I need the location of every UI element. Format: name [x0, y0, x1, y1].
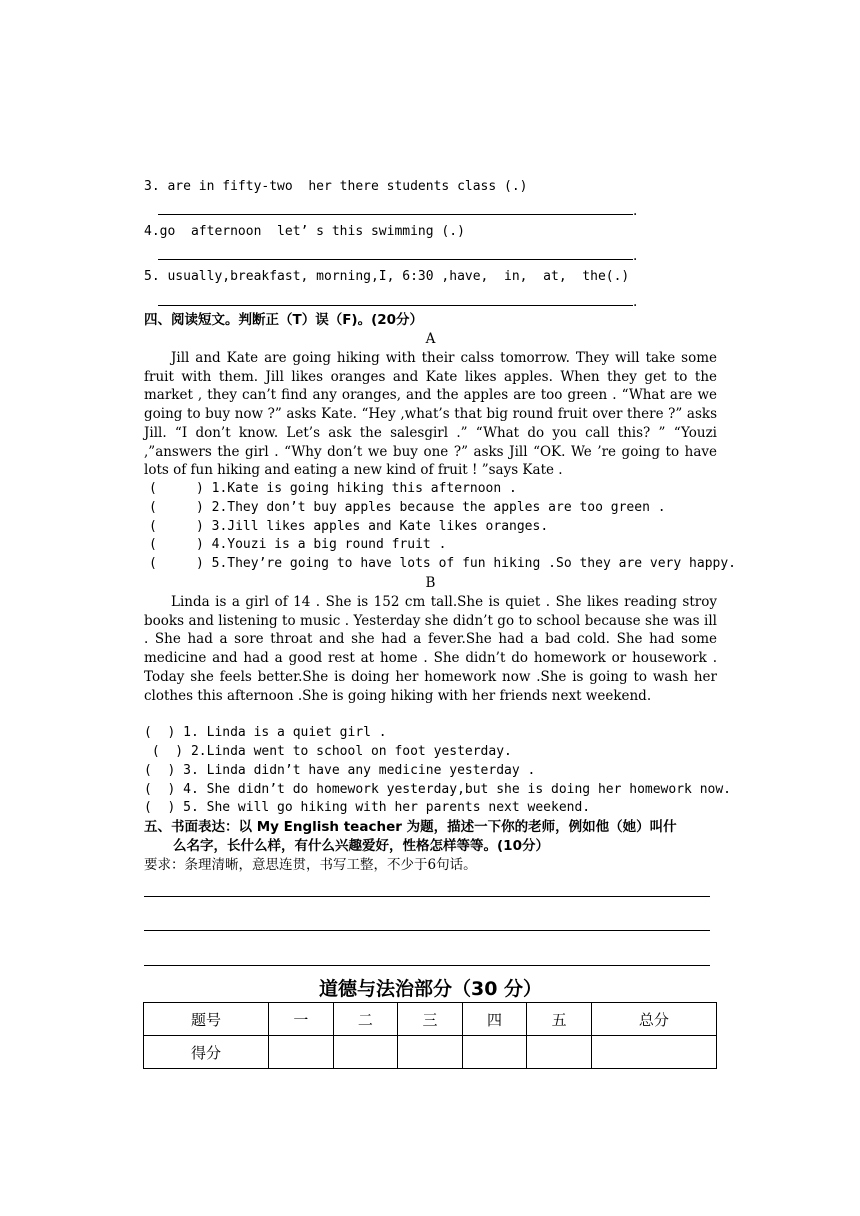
writing-line-3[interactable]	[144, 965, 710, 966]
table-row-label: 得分	[144, 1036, 269, 1069]
passage-b-text: Linda is a girl of 14 . She is 152 cm tall.She is quiet . She likes reading stroy books and listening to music . Yesterday she didn’t go to school because she was ill . She had a sore throat and she had a fever.She had a bad cold. She had some medicine and had a good rest at home . She didn’t do homework or housework . Today she feels better.She is doing her homework now .She is going to wash her clothes this afternoon .She is going hiking with her friends next weekend.	[144, 594, 717, 704]
question-b-3: ( ) 3. Linda didn’t have any medicine yesterday .	[144, 763, 536, 778]
passage-a-label: A	[425, 331, 436, 347]
passage-a	[144, 349, 717, 480]
question-5: 5. usually,breakfast, morning,I, 6:30 ,have, in, at, the(.)	[144, 269, 630, 284]
question-a-5: ( ) 5.They’re going to have lots of fun hiking .So they are very happy.	[149, 556, 736, 571]
question-b-4: ( ) 4. She didn’t do homework yesterday,but she is doing her homework now.	[144, 782, 731, 797]
score-cell[interactable]	[527, 1036, 592, 1069]
writing-line-1[interactable]	[144, 896, 710, 897]
answer-line-5[interactable]	[158, 305, 633, 306]
part5-heading-line1: 五、书面表达：以 My English teacher 为题，描述一下你的老师，例如他（她）叫什	[144, 819, 677, 835]
question-b-1: ( ) 1. Linda is a quiet girl .	[144, 725, 387, 740]
question-a-3: ( ) 3.Jill likes apples and Kate likes oranges.	[149, 519, 549, 534]
passage-a-text: Jill and Kate are going hiking with their calss tomorrow. They will take some fruit with them. Jill likes oranges and Kate likes apples. When they get to the market , they can’t find any oranges, and the apples are too green . “What are we going to buy now ?” asks Kate. “Hey ,what’s that big round fruit over there ?” asks Jill. “I don’t know. Let’s ask the salesgirl .” “What do you call this? ” “Youzi ,”answers the girl . “Why don’t we buy one ?” asks Jill “OK. We ’re going to have lots of fun hiking and eating a new kind of fruit ! ”says Kate .	[144, 350, 717, 479]
question-4: 4.go afternoon let’ s this swimming (.)	[144, 224, 465, 239]
question-a-4: ( ) 4.Youzi is a big round fruit .	[149, 537, 447, 552]
score-cell[interactable]	[269, 1036, 334, 1069]
passage-b-label: B	[425, 575, 436, 591]
question-a-1: ( ) 1.Kate is going hiking this afternoon .	[149, 481, 517, 496]
table-header-cell: 总分	[591, 1003, 716, 1036]
question-b-2: ( ) 2.Linda went to school on foot yesterday.	[144, 744, 512, 759]
score-cell[interactable]	[462, 1036, 527, 1069]
answer-period-5: .	[633, 294, 638, 310]
question-a-2: ( ) 2.They don’t buy apples because the apples are too green .	[149, 500, 666, 515]
score-cell[interactable]	[398, 1036, 463, 1069]
table-header-cell: 一	[269, 1003, 334, 1036]
question-3: 3. are in fifty-two her there students class (.)	[144, 179, 528, 194]
answer-line-4[interactable]	[158, 259, 633, 260]
answer-period-3: .	[633, 203, 638, 219]
passage-b	[144, 593, 717, 705]
table-header-cell: 四	[462, 1003, 527, 1036]
table-header-cell: 五	[527, 1003, 592, 1036]
score-table	[143, 1002, 717, 1069]
answer-period-4: .	[633, 248, 638, 264]
table-header-cell: 三	[398, 1003, 463, 1036]
answer-line-3[interactable]	[158, 214, 633, 215]
part5-heading-line2: 么名字，长什么样，有什么兴趣爱好，性格怎样等等。(10分）	[173, 838, 549, 854]
part5-requirement: 要求：条理清晰，意思连贯，书写工整，不少于6句话。	[144, 857, 477, 873]
question-b-5: ( ) 5. She will go hiking with her parents next weekend.	[144, 800, 591, 815]
writing-line-2[interactable]	[144, 930, 710, 931]
score-cell[interactable]	[333, 1036, 398, 1069]
moral-section-title: 道德与法治部分（30 分）	[318, 978, 543, 1000]
table-header-cell: 题号	[144, 1003, 269, 1036]
score-table-row	[144, 1036, 717, 1069]
table-header-cell: 二	[333, 1003, 398, 1036]
part4-heading: 四、阅读短文。判断正（T）误（F)。(20分）	[144, 312, 424, 328]
score-cell[interactable]	[591, 1036, 716, 1069]
score-table-header-row	[144, 1003, 717, 1036]
